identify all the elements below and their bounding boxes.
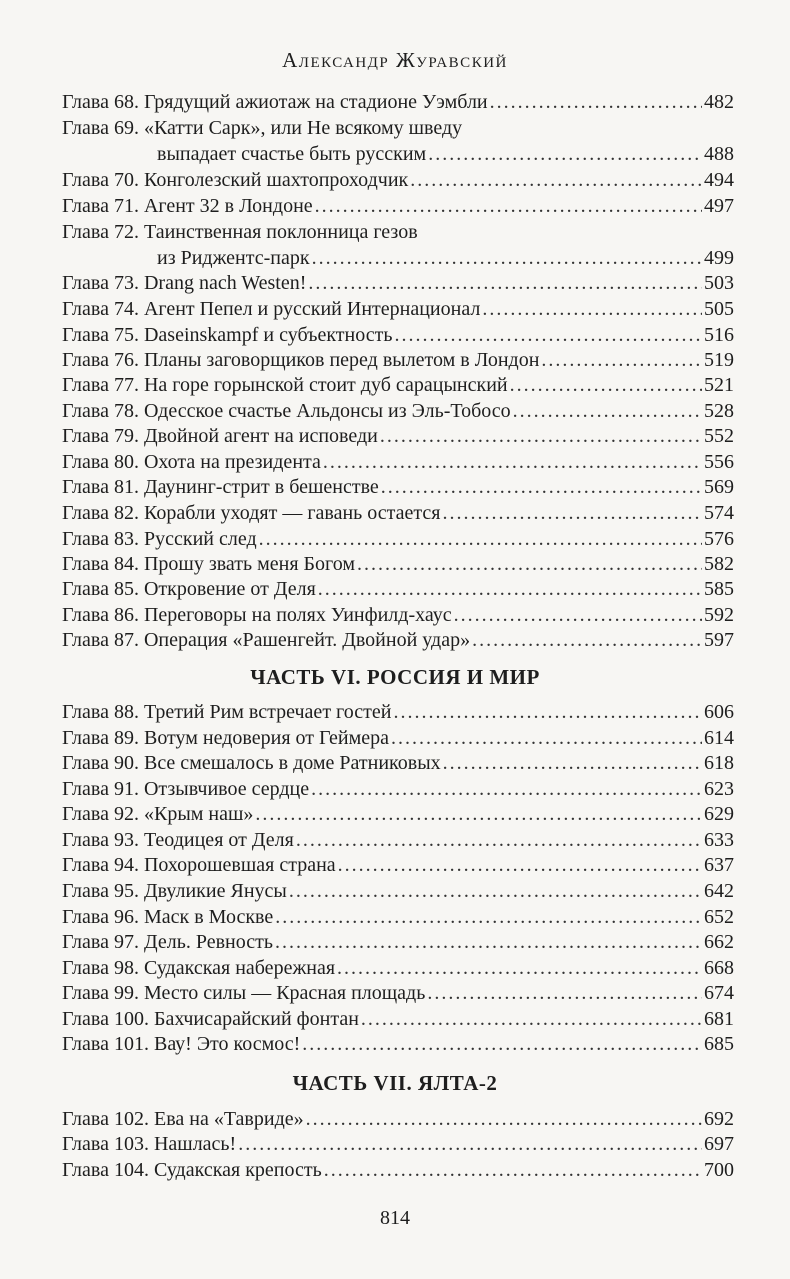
toc-entry-title: Глава 89. Вотум недоверия от Геймера — [62, 727, 390, 749]
toc-entry-title: Глава 73. Drang nach Westen! — [62, 272, 307, 294]
toc-entry — [62, 955, 734, 981]
toc-entry-page: 685 — [704, 1033, 734, 1055]
toc-entry-page: 668 — [704, 957, 734, 979]
dot-leader — [308, 270, 702, 296]
toc-entry — [62, 449, 734, 475]
toc-entry-title: Глава 103. Нашлась! — [62, 1133, 237, 1155]
toc-entry — [62, 1006, 734, 1032]
dot-leader — [391, 725, 702, 751]
toc-entry-page: 482 — [704, 91, 734, 113]
toc-entry-title: Глава 82. Корабли уходят — гавань остается — [62, 502, 441, 524]
toc-entry-page: 700 — [704, 1159, 734, 1181]
toc-entry-page: 528 — [704, 400, 734, 422]
toc-entry-title: Глава 93. Теодицея от Деля — [62, 829, 294, 851]
toc-entry-title: Глава 95. Двуликие Янусы — [62, 880, 287, 902]
dot-leader — [454, 602, 702, 628]
toc-entry — [62, 904, 734, 930]
toc-entry-page: 614 — [704, 727, 734, 749]
dot-leader — [255, 801, 702, 827]
toc-entry-title: Глава 85. Откровение от Деля — [62, 578, 316, 600]
toc-entry-title: Глава 69. «Катти Сарк», или Не всякому шведу — [62, 117, 463, 139]
dot-leader — [380, 423, 702, 449]
toc-entry-page: 503 — [704, 272, 734, 294]
toc-entry — [62, 699, 734, 725]
toc-entry-title: Глава 94. Похорошевшая страна — [62, 854, 336, 876]
toc-entry-page: 585 — [704, 578, 734, 600]
toc-entry-title: Глава 98. Судакская набережная — [62, 957, 336, 979]
toc-entry — [62, 193, 734, 219]
toc-entry — [62, 296, 734, 322]
toc-entry — [62, 398, 734, 424]
toc-entry — [62, 89, 734, 115]
toc-entry-page: 516 — [704, 324, 734, 346]
toc-entry — [62, 167, 734, 193]
dot-leader — [361, 1006, 702, 1032]
toc-entry — [62, 347, 734, 373]
toc-entry — [62, 1106, 734, 1132]
toc-entry-page: 681 — [704, 1008, 734, 1030]
toc-entry-page: 642 — [704, 880, 734, 902]
toc-entry-title: Глава 92. «Крым наш» — [62, 803, 254, 825]
toc-entry-page: 552 — [704, 425, 734, 447]
toc-entry-title: Глава 84. Прошу звать меня Богом — [62, 553, 356, 575]
toc-entry — [62, 219, 734, 245]
toc-entry — [62, 526, 734, 552]
toc-entry — [62, 929, 734, 955]
toc-entry — [62, 801, 734, 827]
dot-leader — [318, 576, 702, 602]
toc-entry — [62, 725, 734, 751]
toc-entry-title: Глава 86. Переговоры на полях Уинфилд-хаус — [62, 604, 452, 626]
toc-entry-page: 618 — [704, 752, 734, 774]
toc-entry-title: Глава 80. Охота на президента — [62, 451, 321, 473]
dot-leader — [381, 474, 702, 500]
running-head: Александр Журавский — [282, 48, 508, 72]
dot-leader — [315, 193, 702, 219]
dot-leader — [275, 904, 702, 930]
page-number: 814 — [380, 1207, 410, 1229]
toc-entry-continuation — [62, 245, 734, 271]
toc-entry-page: 697 — [704, 1133, 734, 1155]
toc-entry-page: 582 — [704, 553, 734, 575]
toc-entry — [62, 500, 734, 526]
toc-entry-title: Глава 99. Место силы — Красная площадь — [62, 982, 426, 1004]
dot-leader — [337, 955, 702, 981]
toc-entry-title: Глава 68. Грядущий ажиотаж на стадионе Уэмбли — [62, 91, 488, 113]
toc-entry — [62, 627, 734, 653]
dot-leader — [296, 827, 702, 853]
dot-leader — [275, 929, 702, 955]
toc-entry-title: Глава 79. Двойной агент на исповеди — [62, 425, 378, 447]
toc-entry-title: Глава 70. Конголезский шахтопроходчик — [62, 169, 409, 191]
toc-entry-title: Глава 100. Бахчисарайский фонтан — [62, 1008, 359, 1030]
toc-entry-page: 521 — [704, 374, 734, 396]
toc-entry-page: 576 — [704, 528, 734, 550]
dot-leader — [324, 1157, 702, 1183]
toc-entry-page: 597 — [704, 629, 734, 651]
toc-entry-title: Глава 78. Одесское счастье Альдонсы из Эль-Тобосо — [62, 400, 511, 422]
toc-entry-page: 569 — [704, 476, 734, 498]
toc-entry — [62, 115, 734, 141]
dot-leader — [302, 1031, 702, 1057]
toc-entry-continuation — [62, 141, 734, 167]
toc-entry — [62, 878, 734, 904]
dot-leader — [311, 776, 702, 802]
dot-leader — [357, 551, 702, 577]
dot-leader — [393, 699, 702, 725]
toc-entry-page: 606 — [704, 701, 734, 723]
toc-entry-title: Глава 90. Все смешалось в доме Ратниковых — [62, 752, 441, 774]
dot-leader — [238, 1131, 702, 1157]
dot-leader — [323, 449, 702, 475]
toc-entry — [62, 750, 734, 776]
dot-leader — [289, 878, 702, 904]
dot-leader — [427, 980, 702, 1006]
toc-entry-page: 629 — [704, 803, 734, 825]
toc-entry-page: 505 — [704, 298, 734, 320]
toc-entry-title: Глава 77. На горе горынской стоит дуб сарацынский — [62, 374, 508, 396]
toc-entry-title: Глава 81. Даунинг-стрит в бешенстве — [62, 476, 379, 498]
toc-entry — [62, 852, 734, 878]
toc-entry-title: Глава 74. Агент Пепел и русский Интернационал — [62, 298, 481, 320]
toc-entry — [62, 602, 734, 628]
toc-entry-title: Глава 88. Третий Рим встречает гостей — [62, 701, 392, 723]
toc-entry-title: Глава 72. Таинственная поклонница гезов — [62, 221, 418, 243]
toc-entry — [62, 423, 734, 449]
toc-entry — [62, 1031, 734, 1057]
dot-leader — [510, 372, 702, 398]
toc-entry-title: Глава 76. Планы заговорщиков перед вылетом в Лондон — [62, 349, 540, 371]
toc-entry-title-cont: выпадает счастье быть русским — [157, 143, 427, 165]
toc-entry-page: 497 — [704, 195, 734, 217]
toc-entry-page: 637 — [704, 854, 734, 876]
toc-entry — [62, 980, 734, 1006]
toc-entry-title: Глава 97. Дель. Ревность — [62, 931, 273, 953]
toc-entry — [62, 827, 734, 853]
toc-entry-page: 494 — [704, 169, 734, 191]
dot-leader — [482, 296, 702, 322]
toc-entry-page: 662 — [704, 931, 734, 953]
toc-entry-title: Глава 75. Daseinskampf и субъектность — [62, 324, 393, 346]
toc-entry-page: 556 — [704, 451, 734, 473]
toc-entry-title: Глава 71. Агент 32 в Лондоне — [62, 195, 313, 217]
toc-entry-title: Глава 104. Судакская крепость — [62, 1159, 322, 1181]
toc-entry-title-cont: из Риджентс-парк — [157, 247, 310, 269]
dot-leader — [442, 500, 702, 526]
toc-entry-page: 633 — [704, 829, 734, 851]
toc-entry-title: Глава 91. Отзывчивое сердце — [62, 778, 310, 800]
dot-leader — [259, 526, 702, 552]
dot-leader — [312, 245, 702, 271]
toc-entry-page: 592 — [704, 604, 734, 626]
toc-entry — [62, 474, 734, 500]
dot-leader — [428, 141, 702, 167]
toc-entry-page: 692 — [704, 1108, 734, 1130]
dot-leader — [338, 852, 702, 878]
toc-entry — [62, 372, 734, 398]
toc-entry — [62, 551, 734, 577]
dot-leader — [513, 398, 702, 424]
toc-entry-page: 488 — [704, 143, 734, 165]
toc-entry — [62, 322, 734, 348]
dot-leader — [541, 347, 702, 373]
dot-leader — [306, 1106, 702, 1132]
dot-leader — [410, 167, 702, 193]
toc-entry-title: Глава 101. Вау! Это космос! — [62, 1033, 301, 1055]
toc-entry-title: Глава 102. Ева на «Тавриде» — [62, 1108, 304, 1130]
toc-entry — [62, 270, 734, 296]
toc-entry-page: 499 — [704, 247, 734, 269]
toc-entry — [62, 1157, 734, 1183]
toc-entry-page: 574 — [704, 502, 734, 524]
dot-leader — [443, 750, 702, 776]
toc-entry — [62, 576, 734, 602]
dot-leader — [490, 89, 702, 115]
dot-leader — [394, 322, 702, 348]
toc-entry — [62, 776, 734, 802]
toc-entry-page: 674 — [704, 982, 734, 1004]
part-heading: ЧАСТЬ VI. РОССИЯ И МИР — [250, 665, 540, 689]
part-heading: ЧАСТЬ VII. ЯЛТА-2 — [292, 1071, 498, 1095]
toc-entry-page: 519 — [704, 349, 734, 371]
toc-entry-title: Глава 83. Русский след — [62, 528, 257, 550]
dot-leader — [472, 627, 702, 653]
toc-entry-title: Глава 87. Операция «Рашенгейт. Двойной удар» — [62, 629, 471, 651]
toc-entry-page: 652 — [704, 906, 734, 928]
toc-entry — [62, 1131, 734, 1157]
toc-entry-title: Глава 96. Маск в Москве — [62, 906, 274, 928]
toc-entry-page: 623 — [704, 778, 734, 800]
